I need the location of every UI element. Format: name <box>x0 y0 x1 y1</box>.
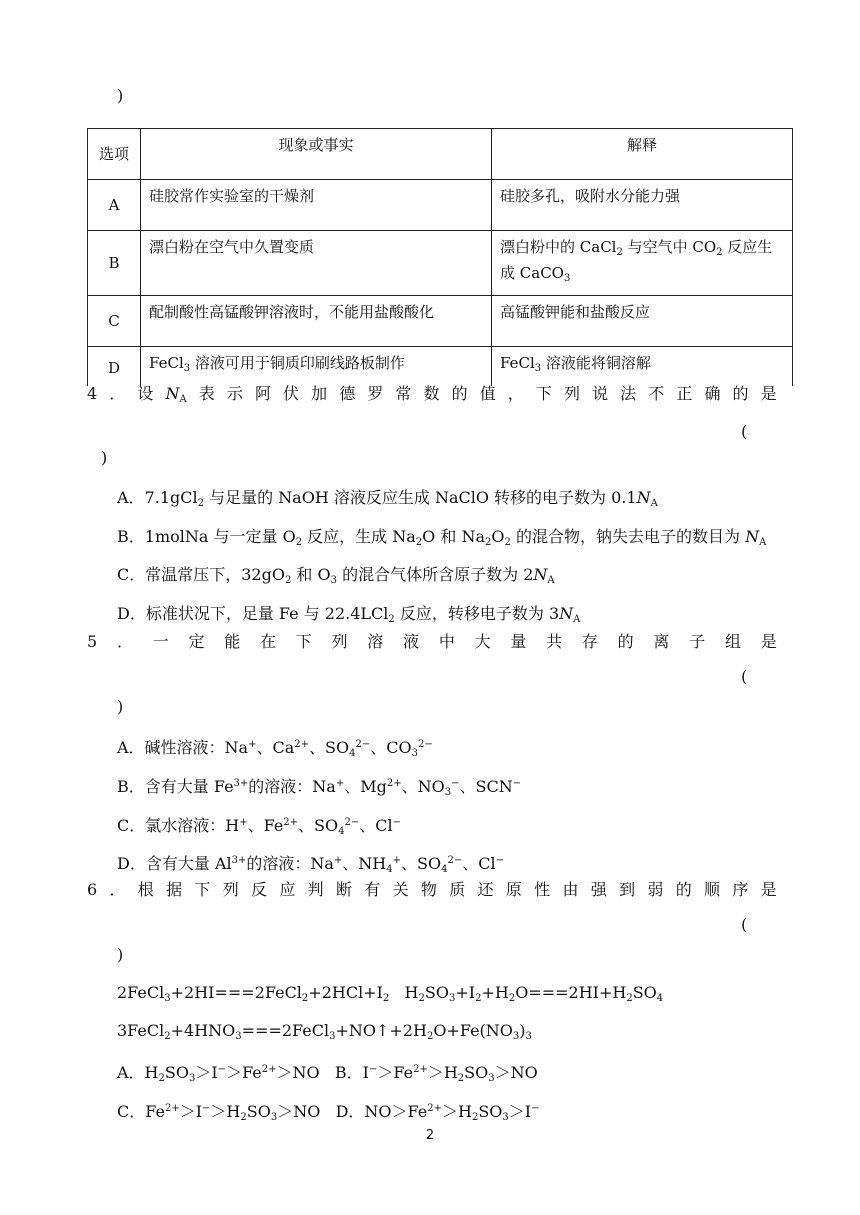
row-explanation: 高锰酸钾能和盐酸反应 <box>492 296 793 347</box>
stem-char: 的 <box>617 632 634 651</box>
question-4-option-d: D．标准状况下，足量 Fe 与 22.4LCl$_2$ 反应，转移电子数为 $3N_A$ <box>117 604 581 625</box>
stem-char: 到 <box>619 880 636 899</box>
stem-char: 弱 <box>647 880 664 899</box>
table-header-row <box>88 129 793 180</box>
stem-char: 罗 <box>367 384 384 403</box>
table-row <box>88 347 793 387</box>
question-6-reaction-1: $2FeCl_3+2HI===2FeCl_2+2HCl+I_2$ $H_2SO_3+I_2+H_2O===2HI+H_2SO_4$ <box>117 983 664 1004</box>
stem-char: 是 <box>760 880 777 899</box>
stem-char: 法 <box>620 384 637 403</box>
question-4-option-c: C．常温常压下，$32gO_2$ 和 $O_3$ 的混合气体所含原子数为 $2N_A$ <box>117 565 555 586</box>
stem-char: 正 <box>676 384 693 403</box>
stem-char: 还 <box>477 880 494 899</box>
stem-char: 在 <box>260 632 277 651</box>
row-explanation: FeCl$_3$ 溶液能将铜溶解 <box>492 347 793 387</box>
stem-char: 的 <box>732 384 749 403</box>
question-6-paren-open: ( <box>741 915 748 934</box>
stem-char: 加 <box>311 384 328 403</box>
stem-char: 反 <box>251 880 268 899</box>
row-option: A <box>88 180 141 231</box>
question-3-table <box>87 128 793 386</box>
stem-char: 设 <box>137 384 154 403</box>
stem-char: 伏 <box>283 384 300 403</box>
stem-char: 是 <box>760 632 777 651</box>
row-explanation: 硅胶多孔，吸附水分能力强 <box>492 180 793 231</box>
question-5-paren-open: ( <box>741 667 748 686</box>
stem-char: 据 <box>166 880 183 899</box>
continuation-paren: ) <box>117 86 124 105</box>
stem-char: 质 <box>449 880 466 899</box>
table-row <box>88 180 793 231</box>
stem-char: 离 <box>653 632 670 651</box>
header-option: 选项 <box>88 129 141 180</box>
stem-char: 物 <box>420 880 437 899</box>
question-number: 5 <box>87 632 98 651</box>
table-row <box>88 296 793 347</box>
question-5-option-a: A．碱性溶液：Na+、$Ca^{2+}$、$SO_4^{2-}$、$CO_3^{2-}$ <box>117 738 433 759</box>
stem-char: 的 <box>675 880 692 899</box>
stem-char: $N_A$ <box>165 384 187 405</box>
stem-char: 值 <box>479 384 496 403</box>
stem-char: 溶 <box>367 632 384 651</box>
stem-char: 根 <box>137 880 154 899</box>
question-6-paren-close: ) <box>117 945 124 964</box>
row-option: C <box>88 296 141 347</box>
stem-char: 液 <box>403 632 420 651</box>
stem-char: 下 <box>295 632 312 651</box>
stem-char: ， <box>507 384 524 403</box>
row-fact: 硅胶常作实验室的干燥剂 <box>141 180 492 231</box>
stem-char: 阿 <box>254 384 271 403</box>
row-fact: 漂白粉在空气中久置变质 <box>141 231 492 296</box>
stem-char: 说 <box>592 384 609 403</box>
stem-char: 组 <box>724 632 741 651</box>
stem-char: 能 <box>224 632 241 651</box>
stem-char: 一 <box>152 632 169 651</box>
stem-char: 下 <box>194 880 211 899</box>
question-4-paren-close: ) <box>101 448 108 467</box>
row-fact: 配制酸性高锰酸钾溶液时，不能用盐酸酸化 <box>141 296 492 347</box>
stem-char: 数 <box>423 384 440 403</box>
question-5-option-c: C．氯水溶液：H+、$Fe^{2+}$、$SO_4^{2-}$、Cl− <box>117 816 402 837</box>
stem-char: 确 <box>704 384 721 403</box>
question-6-options-cd: C．$Fe^{2+}>I^->H_2SO_3>NO$ D．$NO>Fe^{2+}>H_2SO_3>I^-$ <box>117 1102 540 1123</box>
stem-char: ． <box>109 880 126 899</box>
stem-char: 原 <box>505 880 522 899</box>
stem-char: 顺 <box>704 880 721 899</box>
stem-char: 由 <box>562 880 579 899</box>
header-explanation: 解释 <box>492 129 793 180</box>
stem-char: 子 <box>689 632 706 651</box>
stem-char: 断 <box>335 880 352 899</box>
table-row <box>88 231 793 296</box>
stem-char: 德 <box>339 384 356 403</box>
stem-char: 列 <box>331 632 348 651</box>
stem-char: 列 <box>222 880 239 899</box>
stem-char: 表 <box>198 384 215 403</box>
stem-char: 量 <box>510 632 527 651</box>
question-5-option-b: B．含有大量 $Fe^{3+}$的溶液：Na+、$Mg^{2+}$、$NO_3^-$、SCN− <box>117 777 522 798</box>
question-number: 4 <box>87 384 98 403</box>
question-5-paren-close: ) <box>117 697 124 716</box>
stem-char: ． <box>116 632 133 651</box>
stem-char: 强 <box>590 880 607 899</box>
stem-char: 存 <box>581 632 598 651</box>
row-explanation: 漂白粉中的 CaCl$_2$ 与空气中 $CO_2$ 反应生成 CaCO$_3$ <box>492 231 793 296</box>
stem-char: 关 <box>392 880 409 899</box>
stem-char: 列 <box>563 384 580 403</box>
question-4-stem <box>87 384 777 410</box>
question-4-option-b: B．1molNa 与一定量 $O_2$ 反应，生成 $Na_2O$ 和 $Na_2O_2$ 的混合物，钠失去电子的数目为 $N_A$ <box>117 527 767 548</box>
question-6-reaction-2: $3FeCl_2+4HNO_3===2FeCl_3+NO↑+2H_2O+Fe(NO_3)_3$ <box>117 1021 532 1042</box>
stem-char: 定 <box>188 632 205 651</box>
stem-char: 常 <box>395 384 412 403</box>
row-fact: FeCl$_3$ 溶液可用于铜质印刷线路板制作 <box>141 347 492 387</box>
stem-char: 中 <box>438 632 455 651</box>
question-number: 6 <box>87 880 98 899</box>
question-4-paren-open: ( <box>741 422 748 441</box>
stem-char: ． <box>109 384 126 403</box>
question-4-option-a: A．7.1gCl$_2$ 与足量的 NaOH 溶液反应生成 NaClO 转移的电子数为 $0.1N_A$ <box>117 488 658 509</box>
stem-char: 序 <box>732 880 749 899</box>
stem-char: 下 <box>535 384 552 403</box>
header-fact: 现象或事实 <box>141 129 492 180</box>
stem-char: 有 <box>364 880 381 899</box>
question-6-stem <box>87 880 777 900</box>
question-6-options-ab: A．$H_2SO_3>I^->Fe^{2+}>NO$ B．$I^->Fe^{2+}>H_2SO_3>NO$ <box>117 1063 538 1084</box>
row-option: B <box>88 231 141 296</box>
stem-char: 的 <box>451 384 468 403</box>
stem-char: 不 <box>648 384 665 403</box>
stem-char: 应 <box>279 880 296 899</box>
page-number: 2 <box>425 1128 435 1143</box>
stem-char: 共 <box>546 632 563 651</box>
question-5-stem <box>87 632 777 652</box>
stem-char: 大 <box>474 632 491 651</box>
question-5-option-d: D．含有大量 $Al^{3+}$的溶液：Na+、$NH_4^+$、$SO_4^{2-}$、Cl− <box>117 854 504 875</box>
question-3-table-clip <box>80 120 800 386</box>
stem-char: 判 <box>307 880 324 899</box>
stem-char: 示 <box>226 384 243 403</box>
stem-char: 是 <box>760 384 777 403</box>
row-option: D <box>88 347 141 387</box>
stem-char: 性 <box>534 880 551 899</box>
